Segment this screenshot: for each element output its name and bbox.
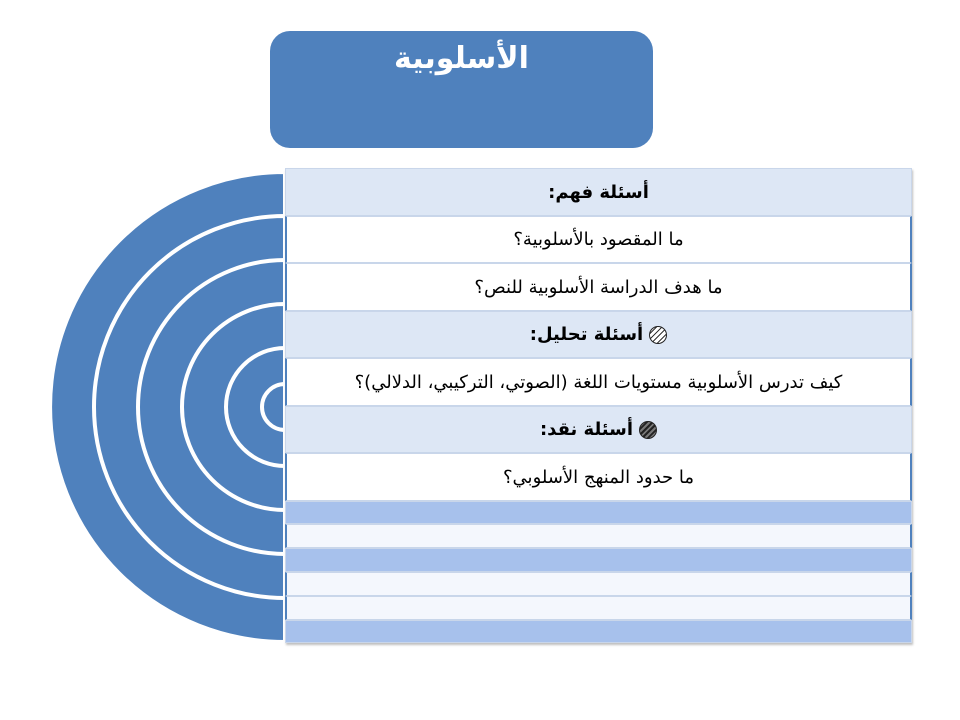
heading-text: أسئلة نقد: xyxy=(539,419,634,440)
hatched-circle-icon xyxy=(649,326,667,344)
section-heading-comprehension xyxy=(285,168,912,216)
section-heading-analysis xyxy=(285,311,912,358)
empty-row xyxy=(285,620,912,643)
title-text: الأسلوبية xyxy=(394,41,529,76)
question-row xyxy=(285,216,912,263)
empty-row xyxy=(285,524,912,548)
heading-text: أسئلة فهم: xyxy=(548,181,649,203)
section-heading-critique xyxy=(285,406,912,453)
dark-hatched-circle-icon xyxy=(639,421,657,439)
question-text: ما المقصود بالأسلوبية؟ xyxy=(513,229,684,250)
empty-row xyxy=(285,548,912,572)
empty-row xyxy=(285,596,912,620)
question-row xyxy=(285,263,912,311)
question-row xyxy=(285,358,912,406)
question-text: ما هدف الدراسة الأسلوبية للنص؟ xyxy=(474,276,723,298)
question-row xyxy=(285,453,912,501)
question-text: كيف تدرس الأسلوبية مستويات اللغة (الصوتي، التركيبي، الدلالي)؟ xyxy=(354,371,843,393)
empty-row xyxy=(285,501,912,524)
question-text: ما حدود المنهج الأسلوبي؟ xyxy=(503,466,694,488)
title-box xyxy=(270,31,653,148)
heading-text: أسئلة تحليل: xyxy=(529,324,644,345)
empty-row xyxy=(285,572,912,596)
